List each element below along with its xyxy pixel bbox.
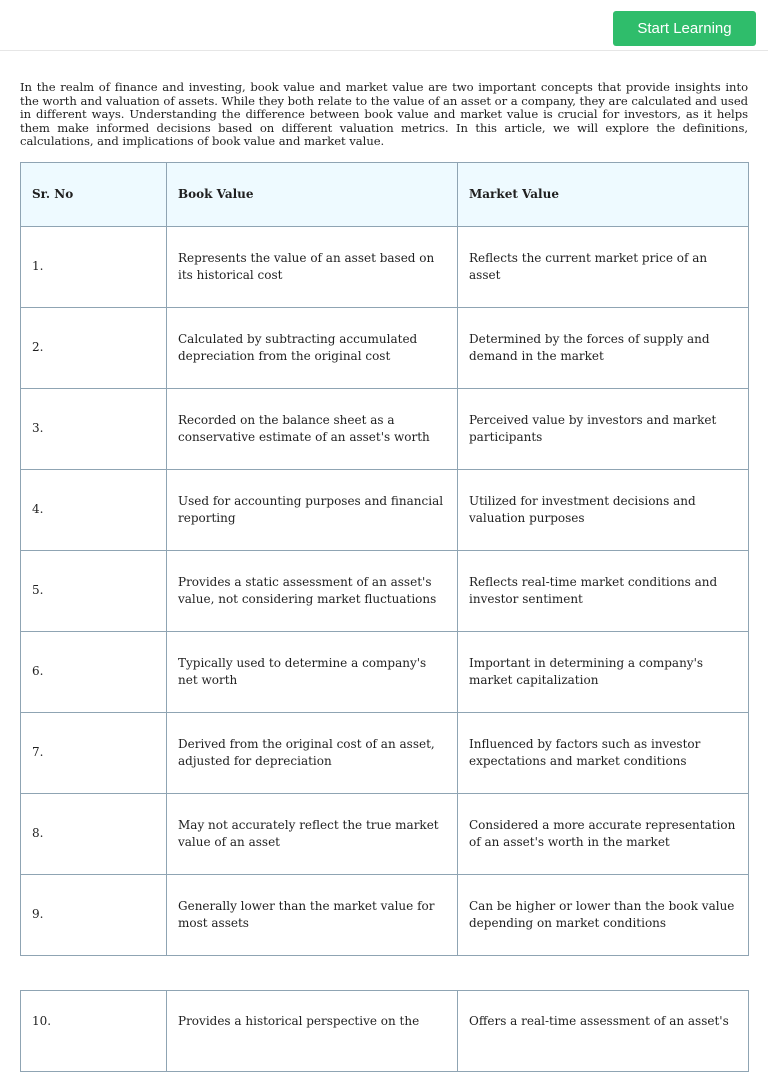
cell-sr-no: 6.: [21, 632, 167, 713]
header-market-value: Market Value: [458, 163, 749, 227]
table-row: [21, 713, 749, 794]
cell-book-value: Generally lower than the market value for most assets: [167, 875, 458, 956]
cell-sr-no: 9.: [21, 875, 167, 956]
table-row: [21, 875, 749, 956]
start-learning-button[interactable]: Start Learning: [613, 11, 756, 46]
table-row: [21, 632, 749, 713]
cell-market-value: Considered a more accurate representation of an asset's worth in the market: [458, 794, 749, 875]
cell-book-value: Calculated by subtracting accumulated depreciation from the original cost: [167, 308, 458, 389]
comparison-table-continued: [20, 990, 749, 1072]
cell-market-value: Determined by the forces of supply and demand in the market: [458, 308, 749, 389]
cell-sr-no: 8.: [21, 794, 167, 875]
cell-market-value: Perceived value by investors and market participants: [458, 389, 749, 470]
cell-sr-no: 2.: [21, 308, 167, 389]
cell-book-value: Used for accounting purposes and financial reporting: [167, 470, 458, 551]
cell-sr-no: 10.: [21, 991, 167, 1072]
cell-book-value: Derived from the original cost of an asset, adjusted for depreciation: [167, 713, 458, 794]
cell-book-value: Provides a historical perspective on the: [167, 991, 458, 1072]
table-row: [21, 991, 749, 1072]
intro-paragraph: In the realm of finance and investing, book value and market value are two important concepts that provide insights into the worth and valuation of assets. While they both relate to the value of an asset or a company, they are calculated and used in different ways. Understanding the difference between book value and market value is crucial for investors, as it helps them make informed decisions based on different valuation metrics. In this article, we will explore the definitions, calculations, and implications of book value and market value.: [20, 80, 748, 149]
table-row: [21, 389, 749, 470]
cell-book-value: Typically used to determine a company's net worth: [167, 632, 458, 713]
cell-book-value: Represents the value of an asset based on its historical cost: [167, 227, 458, 308]
table-row: [21, 794, 749, 875]
table-row: [21, 470, 749, 551]
cell-market-value: Utilized for investment decisions and valuation purposes: [458, 470, 749, 551]
cell-book-value: May not accurately reflect the true market value of an asset: [167, 794, 458, 875]
top-bar: [0, 0, 768, 51]
cell-sr-no: 7.: [21, 713, 167, 794]
cell-market-value: Important in determining a company's market capitalization: [458, 632, 749, 713]
cell-sr-no: 4.: [21, 470, 167, 551]
table-row: [21, 308, 749, 389]
table-row: [21, 551, 749, 632]
cell-market-value: Can be higher or lower than the book value depending on market conditions: [458, 875, 749, 956]
cell-market-value: Reflects the current market price of an asset: [458, 227, 749, 308]
header-sr-no: Sr. No: [21, 163, 167, 227]
header-book-value: Book Value: [167, 163, 458, 227]
cell-sr-no: 1.: [21, 227, 167, 308]
cell-sr-no: 3.: [21, 389, 167, 470]
cell-market-value: Influenced by factors such as investor expectations and market conditions: [458, 713, 749, 794]
cell-market-value: Reflects real-time market conditions and investor sentiment: [458, 551, 749, 632]
table-header-row: [21, 163, 749, 227]
cell-book-value: Provides a static assessment of an asset's value, not considering market fluctuations: [167, 551, 458, 632]
cell-book-value: Recorded on the balance sheet as a conservative estimate of an asset's worth: [167, 389, 458, 470]
table-row: [21, 227, 749, 308]
comparison-table: [20, 162, 749, 956]
cell-sr-no: 5.: [21, 551, 167, 632]
cell-market-value: Offers a real-time assessment of an asset's: [458, 991, 749, 1072]
